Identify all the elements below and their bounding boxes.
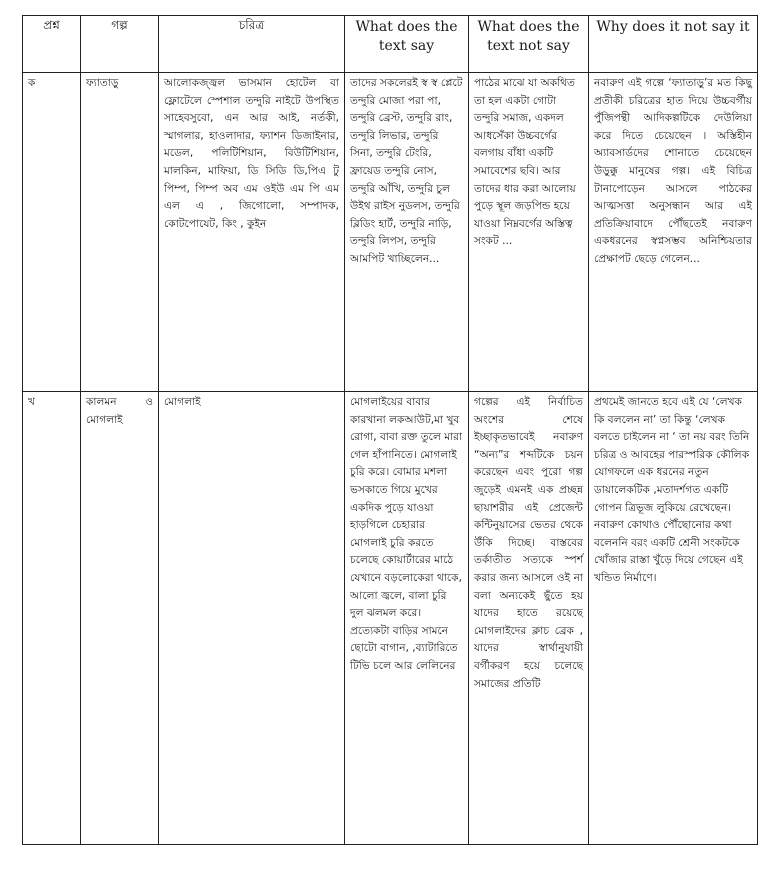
- cell-characters: আলোকজ্জ্বল ভাসমান হোটেল বা ফ্লোটেলে স্পেশাল তন্দুরি নাইটে উপস্থিত সাহেবসুবো, এন আর আই, নর্তকী, স্মাগলার, হাওলাদার, ফ্যাশন ডিজাইনার, মডেল, পলিটিশিয়ান, বিউটিশিয়ান, মালকিন, মাফিয়া, ডি সিডি ডি,পিএ টু পিম্প, পিম্প অব এম ওইউ এম পি এম এল এ , জিগোলো, সম্পাদক, কোটপোযেট, কিং , কুইন: [159, 73, 345, 392]
- cell-story: ফ্যাতাড়ু: [81, 73, 159, 392]
- cell-why-not: প্রথমেই জানতে হবে এই যে ‘লেখক কি বললেন না’ তা কিন্তু ‘লেখক বলতে চাইলেন না ‘ তা নয় বরং তিনি চরিত্র ও আবহের পারস্পরিক কৌলিক যোগফলে এক ধরনের নতুন ডায়ালেকটিক ,মতাদর্শগত একটি গোপন ত্রিভূজ লুকিয়ে রেখেছেন। নবারুণ কোথাও পৌঁছোনোর কথা বলেননি বরং একটি শ্রেনী সংকটকে খোঁজার রাস্তা খুঁড়ে দিয়ে গেছেন এই খন্ডিত নির্মাণে।: [589, 392, 758, 845]
- cell-text-not-say: গল্পের এই নির্বাচিত অংশের শেষে ইচ্ছাকৃতভাবেই নবারুণ “অন্য”র শব্দটিকে চয়ন করেছেন এবং পুরো গল্প জুড়েই এমনই এক প্রচ্ছন্ন ছায়াশরীর এই প্রেজেন্ট কন্টিনুয়াসের ভেতর থেকে উঁকি দিচ্ছে। বাস্তবের তর্কাতীত সত্যকে স্পর্শ করার জন্য আসলে ওই না বলা অন্যকেই ছুঁতে হয় যাদের হাতে রয়েছে মোগলাইদের ক্লাচ ব্রেক , যাদের স্বার্থানুযায়ী বর্গীকরণ হয়ে চলেছে সমাজের প্রতিটি: [469, 392, 589, 845]
- header-text-says: What does the text say: [345, 16, 469, 73]
- cell-text-not-say: পাঠের মাঝে যা অকথিত তা হল একটা গোটা তন্দুরি সমাজ, একদল আধসেঁকা উচ্চবর্গের বলগায় বাঁধা একটি সমাবেশের ছবি। আর তাদের ধার করা আলোয় পুড়ে স্থূল জড়পিন্ড হয়ে যাওয়া নিম্নবর্গের অস্তিত্ব সংকট ...: [469, 73, 589, 392]
- cell-characters: মোগলাই: [159, 392, 345, 845]
- table-row: [23, 73, 758, 392]
- table-header-row: [23, 16, 758, 73]
- cell-question: ক: [23, 73, 81, 392]
- cell-question: খ: [23, 392, 81, 845]
- cell-text-says: মোগলাইয়ের বাবার কারখানা লকআউট,মা খুব রোগা, বাবা রক্ত তুলে মারা গেল হাঁপানিতে। মোগলাই চুরি করে। বোমার মশলা ভসকাতে গিয়ে মুখের একদিক পুড়ে যাওয়া হাড়গিলে চেহারার মোগলাই চুরি করতে চলেছে কোয়ার্টারের মাঠে যেখানে বড়লোকেরা থাকে, আলো জ্বলে, বালা চুরি দুল ঝলমল করে। প্রত্যেকটা বাড়ির সামনে ছোটো বাগান, ,ব্যাটারিতে টিভি চলে আর লেলিনের: [345, 392, 469, 845]
- cell-story: কালমন ও মোগলাই: [81, 392, 159, 845]
- header-question: প্রশ্ন: [23, 16, 81, 73]
- header-characters: চরিত্র: [159, 16, 345, 73]
- header-text-not-say: What does the text not say: [469, 16, 589, 73]
- cell-text-says: তাদের সকলেরই স্ব স্ব প্লেটে তন্দুরি মোজা পরা পা, তন্দুরি ব্রেস্ট, তন্দুরি রাং, তন্দুরি লিভার, তন্দুরি সিনা, তন্দুরি টেংরি, ফ্রায়েড তন্দুরি নোস, তন্দুরি আঁখি, তন্দুরি চুল উইথ রাইস নুডলস, তন্দুরি ব্লিডিং হার্ট, তন্দুরি নাড়ি, তন্দুরি লিপস, তন্দুরি আমপিট খাচ্ছিলেন...: [345, 73, 469, 392]
- cell-why-not: নবারুণ এই গল্পে ‘ফ্যাতাড়ু’র মত কিছু প্রতীকী চরিত্রের হাত দিয়ে উচ্চবর্গীয় পুঁজিপন্থী আদিকল্পটিকে দেউলিয়া করে দিতে চেয়েছেন । অস্তিহীন অ্যাবসার্ডদের শোনাতে চেয়েছেন উড়ুক্কু মানুষের গল্প। এই বিচিত্র টানাপোড়েন আসলে পাঠকের আত্মসত্তা অনুসন্ধান আর এই প্রতিক্রিয়াবাদে পৌঁছতেই নবারুণ একধরনের স্বপ্নসম্ভব অনিশ্চিয়তার প্রেক্ষাপট ছেড়ে গেলেন...: [589, 73, 758, 392]
- header-why-not: Why does it not say it: [589, 16, 758, 73]
- analysis-table: [22, 15, 758, 845]
- table-row: [23, 392, 758, 845]
- header-story: গল্প: [81, 16, 159, 73]
